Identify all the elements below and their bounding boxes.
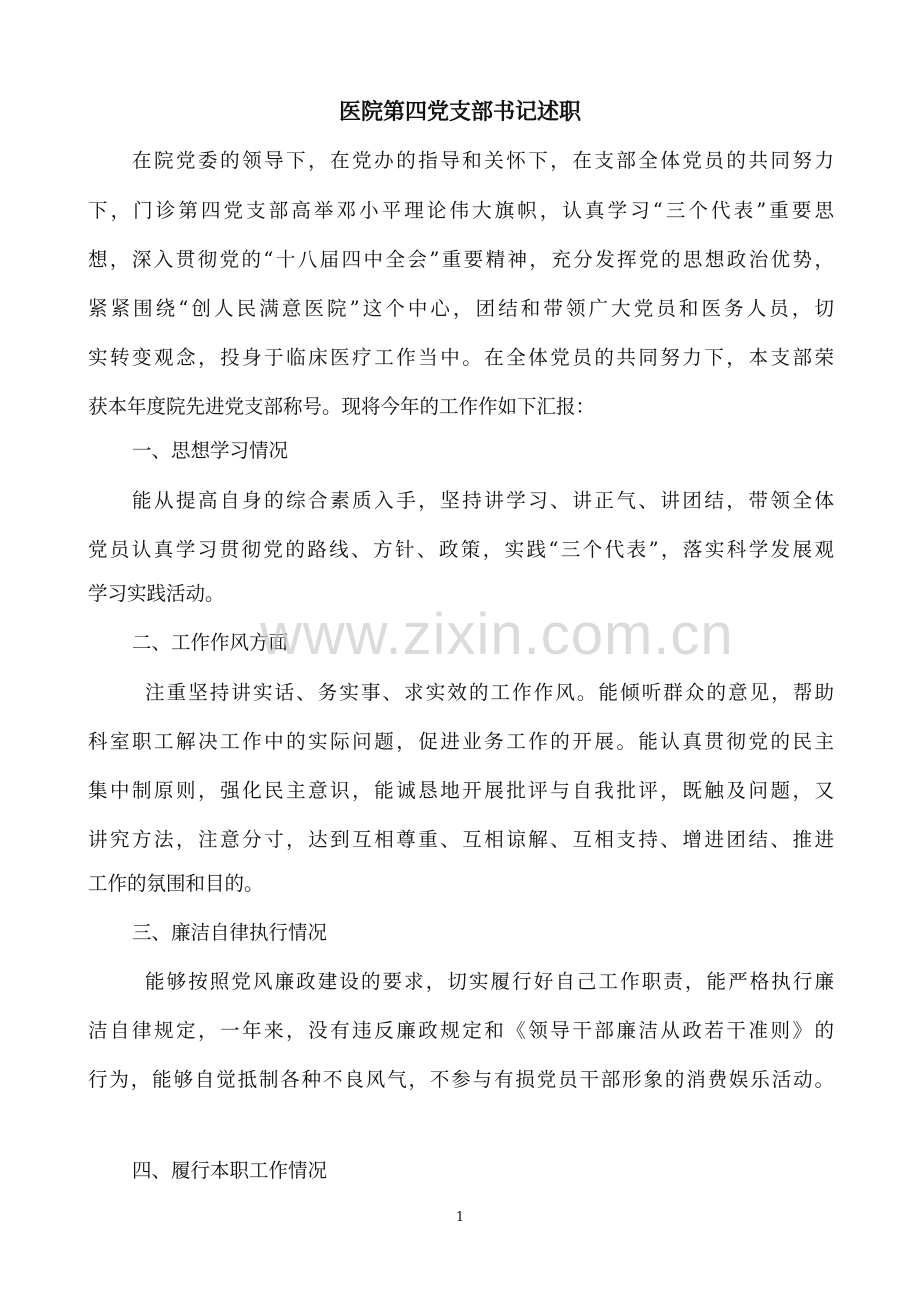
section-3-line-2: 洁自律规定，一年来，没有违反廉政规定和《领导干部廉洁从政若干准则》的 xyxy=(88,1019,834,1042)
section-2-line-4: 讲究方法，注意分寸，达到互相尊重、互相谅解、互相支持、增进团结、推进 xyxy=(88,828,834,851)
page-number: 1 xyxy=(455,1210,465,1225)
section-1-line-3: 学习实践活动。 xyxy=(88,582,225,605)
section-3-heading: 三、廉洁自律执行情况 xyxy=(132,921,328,944)
section-1-heading: 一、思想学习情况 xyxy=(132,439,289,462)
document-title: 医院第四党支部书记述职 xyxy=(338,99,581,125)
intro-line-3: 想，深入贯彻党的“十八届四中全会”重要精神，充分发挥党的思想政治优势， xyxy=(88,248,834,271)
section-2-heading: 二、工作作风方面 xyxy=(132,631,289,654)
section-1-line-2: 党员认真学习贯彻党的路线、方针、政策，实践“三个代表”，落实科学发展观 xyxy=(88,538,834,561)
watermark: www.zixin.com.cn xyxy=(260,602,734,667)
intro-line-6: 获本年度院先进党支部称号。现将今年的工作作如下汇报： xyxy=(88,395,596,418)
section-2-line-5: 工作的氛围和目的。 xyxy=(88,872,264,895)
section-1-line-1: 能从提高自身的综合素质入手，坚持讲学习、讲正气、讲团结，带领全体 xyxy=(132,489,834,512)
section-2-line-3: 集中制原则，强化民主意识，能诚恳地开展批评与自我批评，既触及问题，又 xyxy=(88,779,834,802)
section-2-line-1: 注重坚持讲实话、务实事、求实效的工作作风。能倾听群众的意见，帮助 xyxy=(145,681,834,704)
intro-line-4: 紧紧围绕“创人民满意医院”这个中心，团结和带领广大党员和医务人员，切 xyxy=(88,297,834,320)
section-2-line-2: 科室职工解决工作中的实际问题，促进业务工作的开展。能认真贯彻党的民主 xyxy=(88,730,834,753)
intro-line-1: 在院党委的领导下，在党办的指导和关怀下，在支部全体党员的共同努力 xyxy=(132,149,834,172)
section-3-line-1: 能够按照党风廉政建设的要求，切实履行好自己工作职责，能严格执行廉 xyxy=(145,970,834,993)
intro-line-2: 下，门诊第四党支部高举邓小平理论伟大旗帜，认真学习“三个代表”重要思 xyxy=(88,199,834,222)
section-3-line-3: 行为，能够自觉抵制各种不良风气，不参与有损党员干部形象的消费娱乐活动。 xyxy=(88,1068,834,1091)
section-4-heading: 四、履行本职工作情况 xyxy=(132,1159,328,1182)
intro-line-5: 实转变观念，投身于临床医疗工作当中。在全体党员的共同努力下，本支部荣 xyxy=(88,346,834,369)
